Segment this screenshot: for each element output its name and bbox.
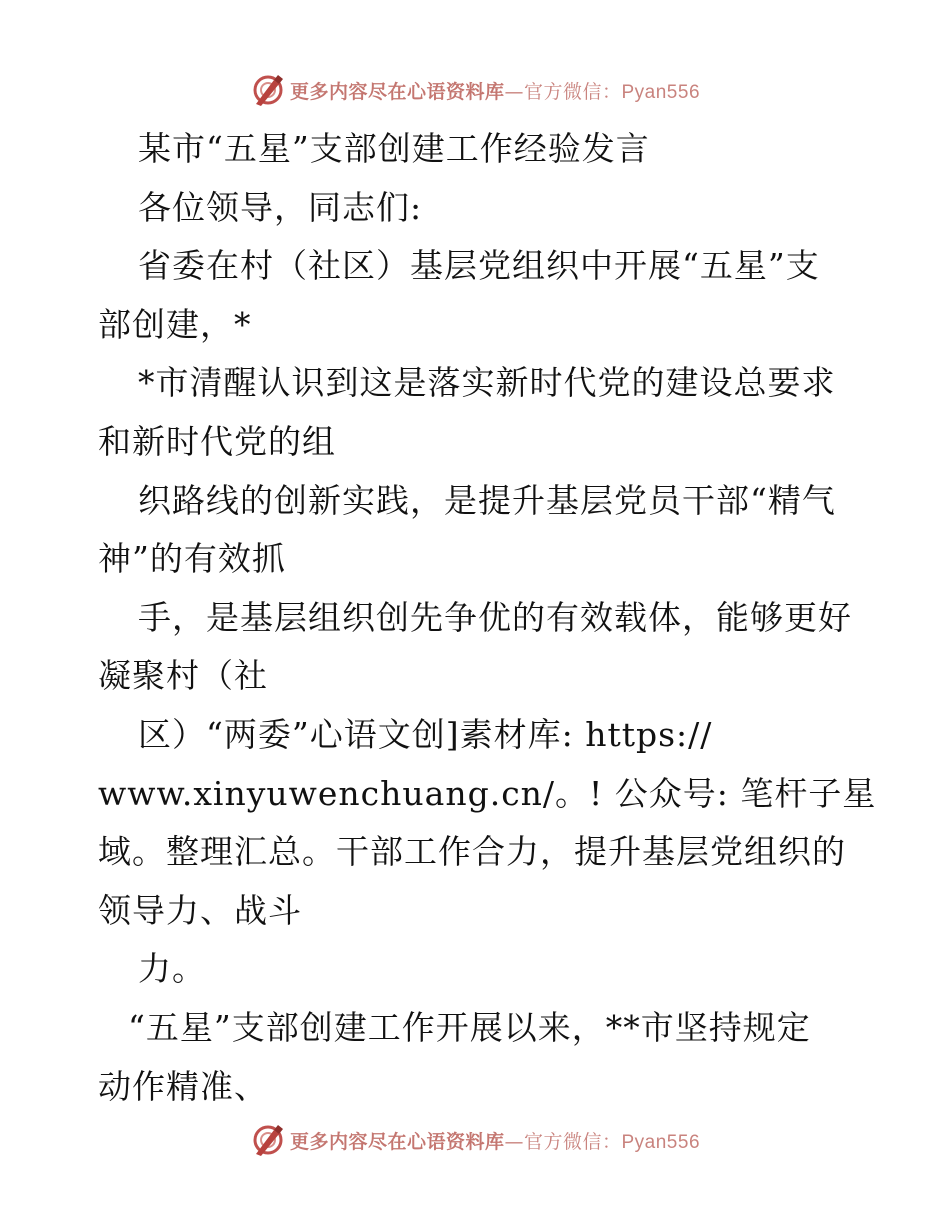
document-line: 手，是基层组织创先争优的有效载体，能够更好 [138, 597, 852, 637]
document-body [98, 120, 877, 1116]
document-line: 力。 [138, 949, 206, 989]
header-watermark-wechat-label: 官方微信： [523, 80, 622, 103]
pen-logo-icon [250, 72, 286, 108]
document-line: 省委在村（社区）基层党组织中开展“五星”支 [138, 246, 820, 286]
header-watermark-wechat-id: Pyan556 [621, 81, 701, 103]
header-watermark-text [290, 77, 700, 104]
document-line: 凝聚村（社 [98, 656, 268, 696]
document-line: 域。整理汇总。干部工作合力，提升基层党组织的 [98, 832, 846, 872]
footer-watermark-wechat-id: Pyan556 [621, 1131, 701, 1153]
document-line: 领导力、战斗 [98, 890, 302, 930]
document-title: 某市“五星”支部创建工作经验发言 [138, 129, 650, 168]
document-line: 部创建，* [98, 304, 252, 344]
document-line: 各位领导，同志们: [138, 187, 423, 227]
header-watermark-sep: — [504, 80, 524, 103]
footer-watermark-wechat-label: 官方微信： [523, 1130, 622, 1153]
footer-watermark-main: 更多内容尽在心语资料库 [289, 1130, 505, 1153]
header-watermark-main: 更多内容尽在心语资料库 [289, 80, 505, 103]
document-line: “五星”支部创建工作开展以来，**市坚持规定 [128, 1007, 811, 1047]
footer-watermark-sep: — [504, 1130, 524, 1153]
document-line: 区）“两委”心语文创]素材库: https:// [138, 714, 713, 754]
document-line: *市清醒认识到这是落实新时代党的建设总要求 [138, 363, 836, 403]
footer-watermark-text [290, 1127, 700, 1154]
footer-watermark [0, 1120, 950, 1160]
document-line: 和新时代党的组 [98, 421, 336, 461]
pen-logo-icon [250, 1122, 286, 1158]
document-line: www.xinyuwenchuang.cn/。! 公众号: 笔杆子星 [98, 773, 877, 813]
header-watermark [0, 70, 950, 110]
document-line: 织路线的创新实践，是提升基层党员干部“精气 [138, 480, 836, 520]
document-line: 神”的有效抓 [98, 539, 286, 579]
document-line: 动作精准、 [98, 1066, 268, 1106]
